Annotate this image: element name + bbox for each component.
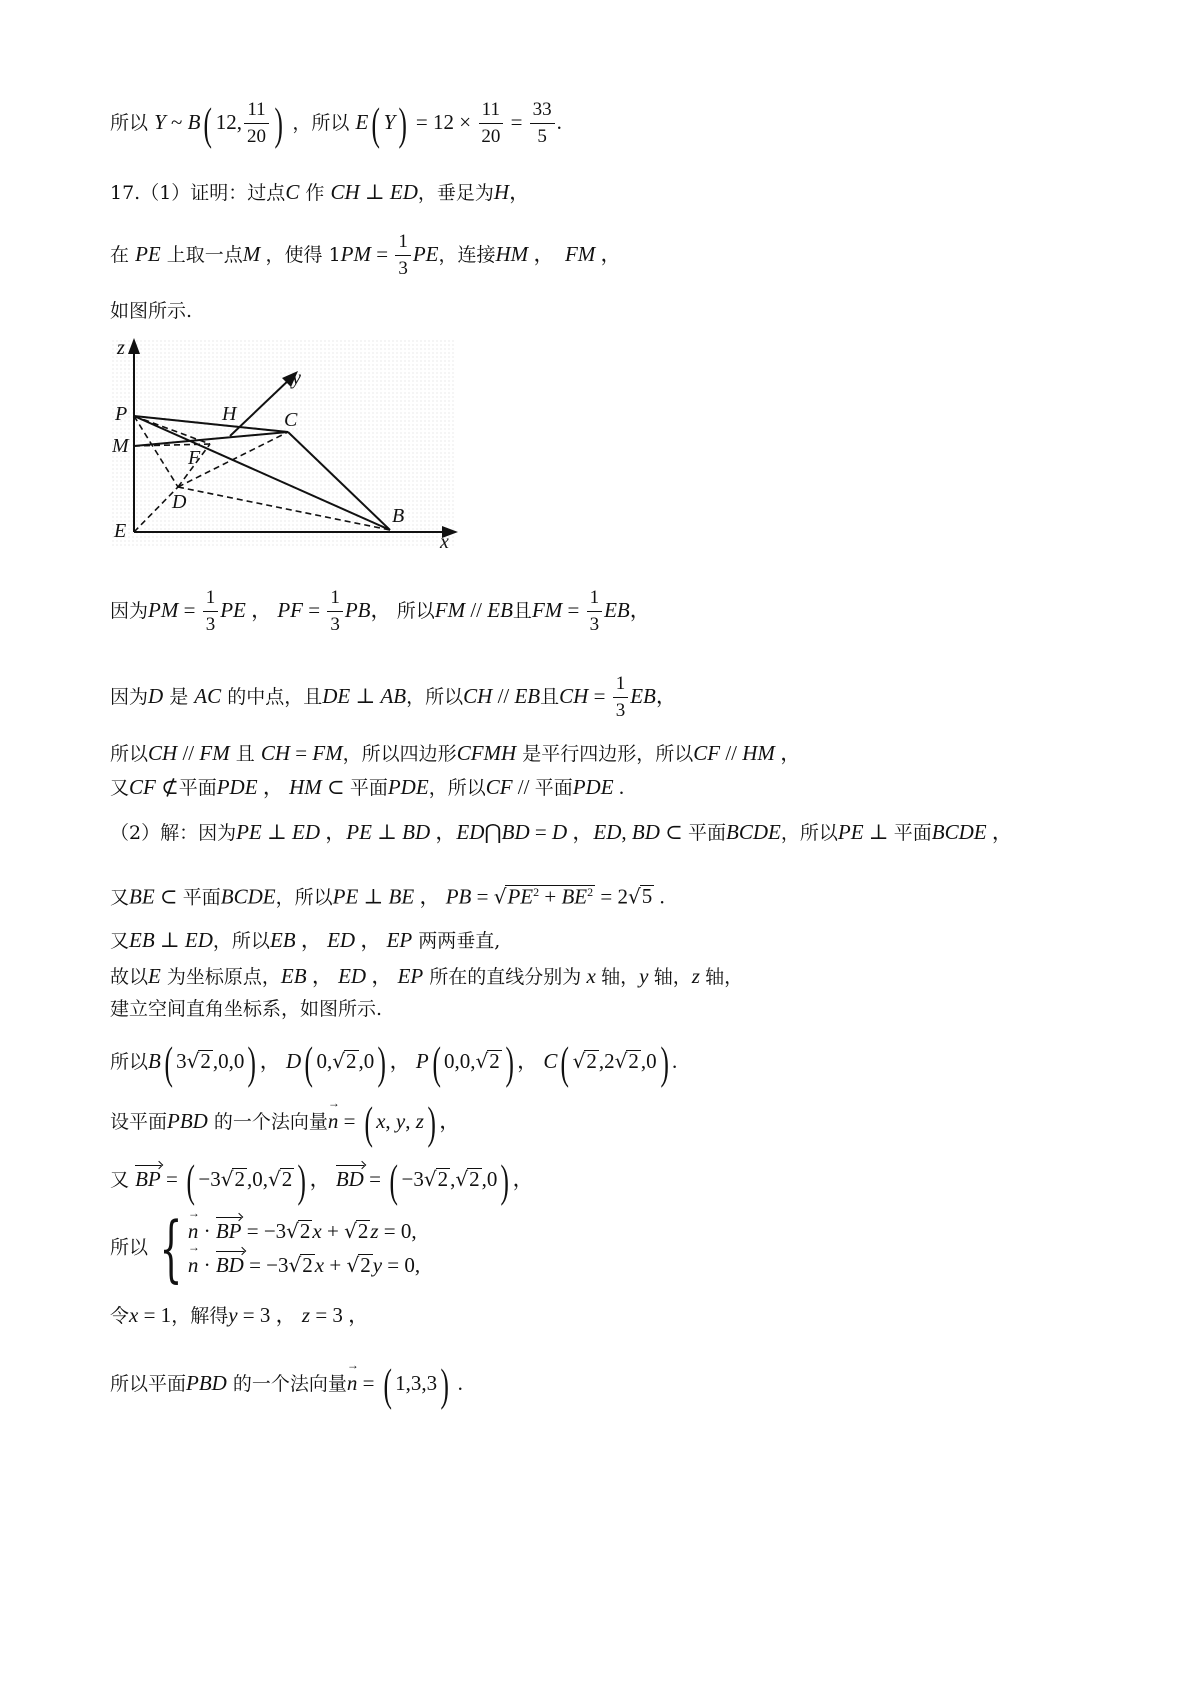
text: 且 <box>235 743 255 765</box>
text: 且 <box>540 685 560 708</box>
text: 建立空间直角坐标系，如图所示. <box>110 998 383 1020</box>
text: 在 <box>110 243 130 266</box>
label-M: M <box>112 435 129 457</box>
line-17 <box>110 1206 421 1290</box>
text: 设平面 <box>110 1111 168 1133</box>
text: 为坐标原点， <box>166 966 281 988</box>
fraction: $\frac{1}{3}$ <box>587 588 603 636</box>
line-9: （2）解：因为PE ⊥ ED ，PE ⊥ BD ，ED⋂BD = D ，ED, BD ⊂ 平面BCDE，所以PE ⊥ 平面BCDE ， <box>110 820 1013 844</box>
line-11: 又EB ⊥ ED，所以EB ， ED ， EP 两两垂直, <box>110 928 501 952</box>
text: 所在的直线分别为 <box>429 966 582 988</box>
label-y: y <box>292 367 301 389</box>
text: 是平行四边形，所以 <box>522 743 694 765</box>
text: 如图所示. <box>110 300 193 322</box>
text: 上取一点 <box>166 243 243 266</box>
text: ，所以四边形 <box>342 743 457 765</box>
line-4 <box>110 302 192 321</box>
label-C: C <box>284 409 298 431</box>
text: 因为 <box>110 685 149 708</box>
text: 两两垂直, <box>418 930 501 952</box>
text: ，所以 <box>406 685 464 708</box>
text: 的一个法向量 <box>232 1373 347 1395</box>
line-15: 设平面PBD 的一个法向量→ n = ( x, y, z) ， <box>110 1100 460 1146</box>
text: 所以平面 <box>110 1373 187 1395</box>
fraction: $\frac{1}{3}$ <box>203 588 219 636</box>
text: 平面 <box>688 822 727 844</box>
text: ，垂足为 <box>417 182 494 204</box>
geometry-figure <box>112 332 462 552</box>
label-x: x <box>440 531 449 552</box>
fraction: $\frac{1}{3}$ <box>395 232 411 280</box>
text: 又 <box>110 886 130 909</box>
text: 轴， <box>653 966 692 988</box>
text: （2）解：因为 <box>110 822 237 844</box>
line-14: 所以B( 3√2,0,0) ， D( 0,√2,0) ， P( 0,0,√2 ) ， C( √2,2√2,0) . <box>110 1037 678 1088</box>
line-2: 17.（1）证明：过点C 作 CH ⊥ ED，垂足为H， <box>110 180 531 204</box>
text: ，所以 <box>428 777 486 799</box>
fraction: $\frac{11}{20}$ <box>244 100 269 148</box>
text: 令 <box>110 1305 130 1327</box>
label-z: z <box>117 337 125 359</box>
math: Y <box>154 109 166 134</box>
label-F: F <box>188 447 201 469</box>
text: ，使得 1 <box>265 243 341 266</box>
label-H: H <box>222 403 237 425</box>
label-D: D <box>172 491 187 513</box>
fraction: $\frac{11}{20}$ <box>478 100 503 148</box>
text: ，所以 <box>780 822 838 844</box>
equation-system: → n · BP = −3√2x + √2z = 0, → n · BD = −3√2x + √2y = 0, <box>188 1220 420 1276</box>
line-5: 因为PM = $\frac{1}{3}$ PE ， PF = $\frac{1}{3}$ PB， 所以FM // EB且FM = $\frac{1}{3}$ EB， <box>110 587 651 635</box>
line-10: 又BE ⊂ 平面BCDE，所以PE ⊥ BE ， PB = $√PE^2 + BE^2 = 2√5$ . <box>110 884 665 909</box>
fraction: $\frac{33}{5}$ <box>530 100 555 148</box>
label-E: E <box>114 520 127 542</box>
text: 所以 <box>110 1236 149 1259</box>
line-18: 令x = 1，解得y = 3 ， z = 3 ， <box>110 1303 370 1327</box>
text: 轴， <box>601 966 640 988</box>
line-19: 所以平面PBD 的一个法向量→ n = ( 1,3,3) . <box>110 1362 463 1408</box>
text: 又 <box>110 930 130 952</box>
text: ，连接 <box>438 243 496 266</box>
text: 的中点，且 <box>227 685 323 708</box>
text: 故以 <box>110 966 149 988</box>
text: 17.（1）证明：过点 <box>110 182 286 204</box>
text: 平面 <box>182 886 221 909</box>
line-7: 所以CH // FM 且 CH = FM，所以四边形CFMH 是平行四边形，所以CF // HM ， <box>110 741 802 765</box>
fraction: $\frac{1}{3}$ <box>613 674 629 722</box>
text: ，所以 <box>212 930 270 952</box>
text: 因为 <box>110 599 149 622</box>
label-P: P <box>115 403 128 425</box>
text: 平面 <box>534 777 573 799</box>
left-brace: { <box>159 1206 183 1290</box>
text: 所以 <box>110 111 149 134</box>
label-B: B <box>392 505 405 527</box>
line-13 <box>110 1000 382 1019</box>
text: 作 <box>305 182 325 204</box>
text: 平面 <box>893 822 932 844</box>
text: 且 <box>512 599 532 622</box>
text: 平面 <box>178 777 217 799</box>
line-1: 所以 Y ~ B( 12, $\frac{11}{20}$ ) ，所以 E( Y) = 12 × $\frac{11}{20}$ = $\frac{33}{5}$ . <box>110 97 562 149</box>
text: 又 <box>110 777 130 799</box>
text: 所以 <box>396 599 435 622</box>
text: 的一个法向量 <box>213 1111 328 1133</box>
text: ，所以 <box>292 111 350 134</box>
text: 是 <box>169 685 189 708</box>
line-8: 又CF ⊄平面PDE ， HM ⊂ 平面PDE，所以CF // 平面PDE . <box>110 775 625 799</box>
text: 所以 <box>110 1051 149 1073</box>
line-12: 故以E 为坐标原点，EB ， ED ， EP 所在的直线分别为 x 轴，y 轴，z 轴， <box>110 964 744 988</box>
text: 所以 <box>110 743 149 765</box>
line-16: 又 BP = ( −3√2,0,√2 ) ， BD = ( −3√2,√2,0) ， <box>110 1155 534 1206</box>
line-6: 因为D 是 AC 的中点，且DE ⊥ AB，所以CH // EB且CH = $\frac{1}{3}$ EB， <box>110 673 677 721</box>
text: ，所以 <box>275 886 333 909</box>
line-3: 在 PE 上取一点M ，使得 1PM = $\frac{1}{3}$ PE，连接HM ， FM ， <box>110 231 622 279</box>
text: 平面 <box>349 777 388 799</box>
fraction: $\frac{1}{3}$ <box>327 588 343 636</box>
text: 轴， <box>705 966 744 988</box>
text: ，解得 <box>171 1305 229 1327</box>
text: 又 <box>110 1169 130 1191</box>
